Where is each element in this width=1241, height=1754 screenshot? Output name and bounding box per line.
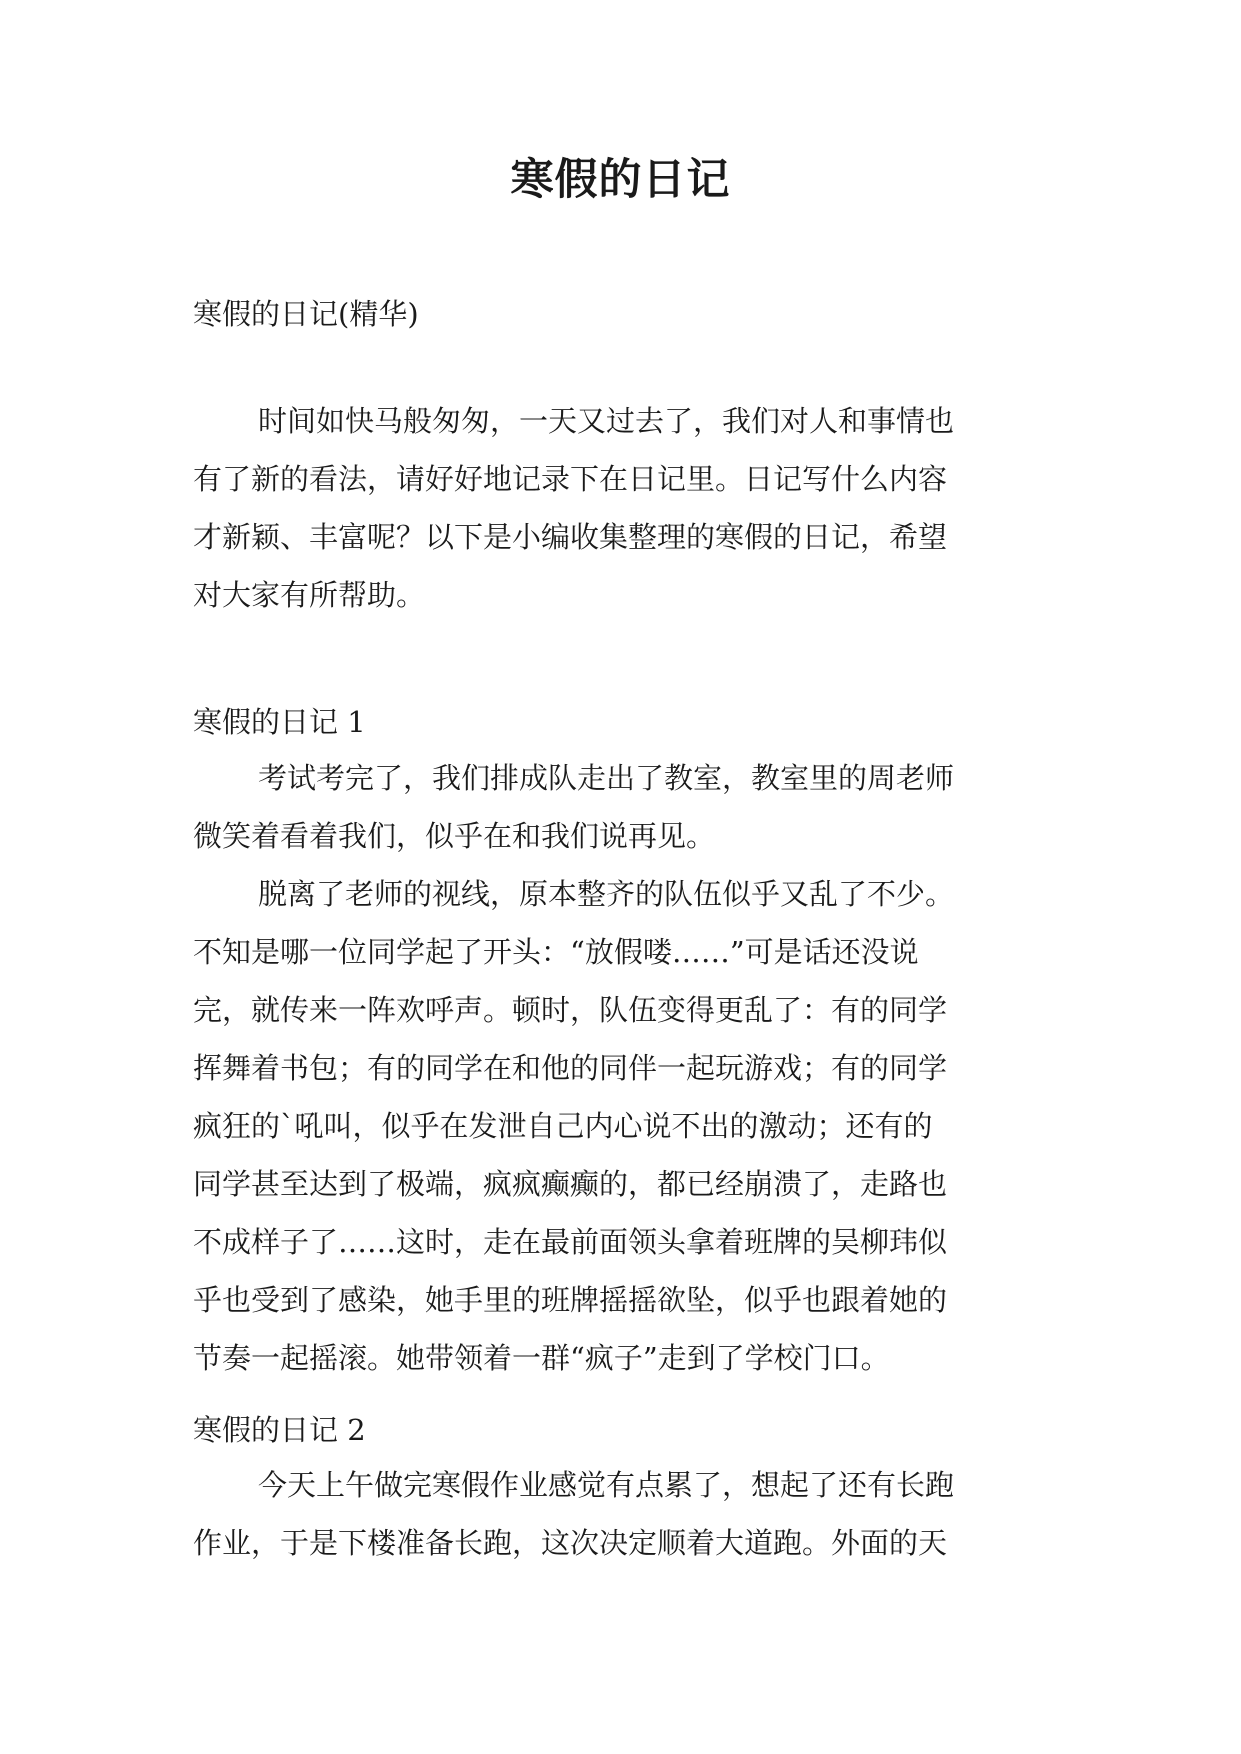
paragraph-line: 对大家有所帮助。 bbox=[193, 578, 426, 612]
section-heading-1: 寒假的日记 1 bbox=[193, 705, 366, 739]
paragraph-line: 脱离了老师的视线，原本整齐的队伍似乎又乱了不少。 bbox=[258, 877, 955, 911]
paragraph-line: 节奏一起摇滚。她带领着一群“疯子”走到了学校门口。 bbox=[193, 1341, 890, 1375]
section-2-paragraph-1 bbox=[193, 1456, 1053, 1572]
paragraph-line: 考试考完了，我们排成队走出了教室，教室里的周老师 bbox=[258, 761, 955, 795]
paragraph-line: 同学甚至达到了极端，疯疯癫癫的，都已经崩溃了，走路也 bbox=[193, 1167, 948, 1201]
paragraph-line: 完，就传来一阵欢呼声。顿时，队伍变得更乱了：有的同学 bbox=[193, 993, 948, 1027]
paragraph-line: 不知是哪一位同学起了开头：“放假喽……”可是话还没说 bbox=[193, 935, 919, 969]
paragraph-line: 有了新的看法，请好好地记录下在日记里。日记写什么内容 bbox=[193, 462, 948, 496]
paragraph-line: 微笑着看着我们，似乎在和我们说再见。 bbox=[193, 819, 716, 853]
paragraph-line: 作业，于是下楼准备长跑，这次决定顺着大道跑。外面的天 bbox=[193, 1526, 948, 1560]
paragraph-line: 不成样子了……这时，走在最前面领头拿着班牌的吴柳玮似 bbox=[193, 1225, 948, 1259]
document-subtitle: 寒假的日记(精华) bbox=[193, 297, 419, 331]
paragraph-line: 今天上午做完寒假作业感觉有点累了，想起了还有长跑 bbox=[258, 1468, 955, 1502]
paragraph-line: 挥舞着书包；有的同学在和他的同伴一起玩游戏；有的同学 bbox=[193, 1051, 948, 1085]
section-1-paragraph-2 bbox=[193, 865, 1053, 1387]
paragraph-line: 疯狂的`吼叫，似乎在发泄自己内心说不出的激动；还有的 bbox=[193, 1109, 933, 1143]
paragraph-line: 乎也受到了感染，她手里的班牌摇摇欲坠，似乎也跟着她的 bbox=[193, 1283, 948, 1317]
paragraph-line: 才新颖、丰富呢？以下是小编收集整理的寒假的日记，希望 bbox=[193, 520, 948, 554]
section-1-paragraph-1 bbox=[193, 749, 1053, 865]
page-title: 寒假的日记 bbox=[510, 155, 731, 205]
paragraph-line: 时间如快马般匆匆，一天又过去了，我们对人和事情也 bbox=[258, 404, 955, 438]
section-heading-2: 寒假的日记 2 bbox=[193, 1413, 366, 1447]
intro-paragraph bbox=[193, 392, 1053, 624]
